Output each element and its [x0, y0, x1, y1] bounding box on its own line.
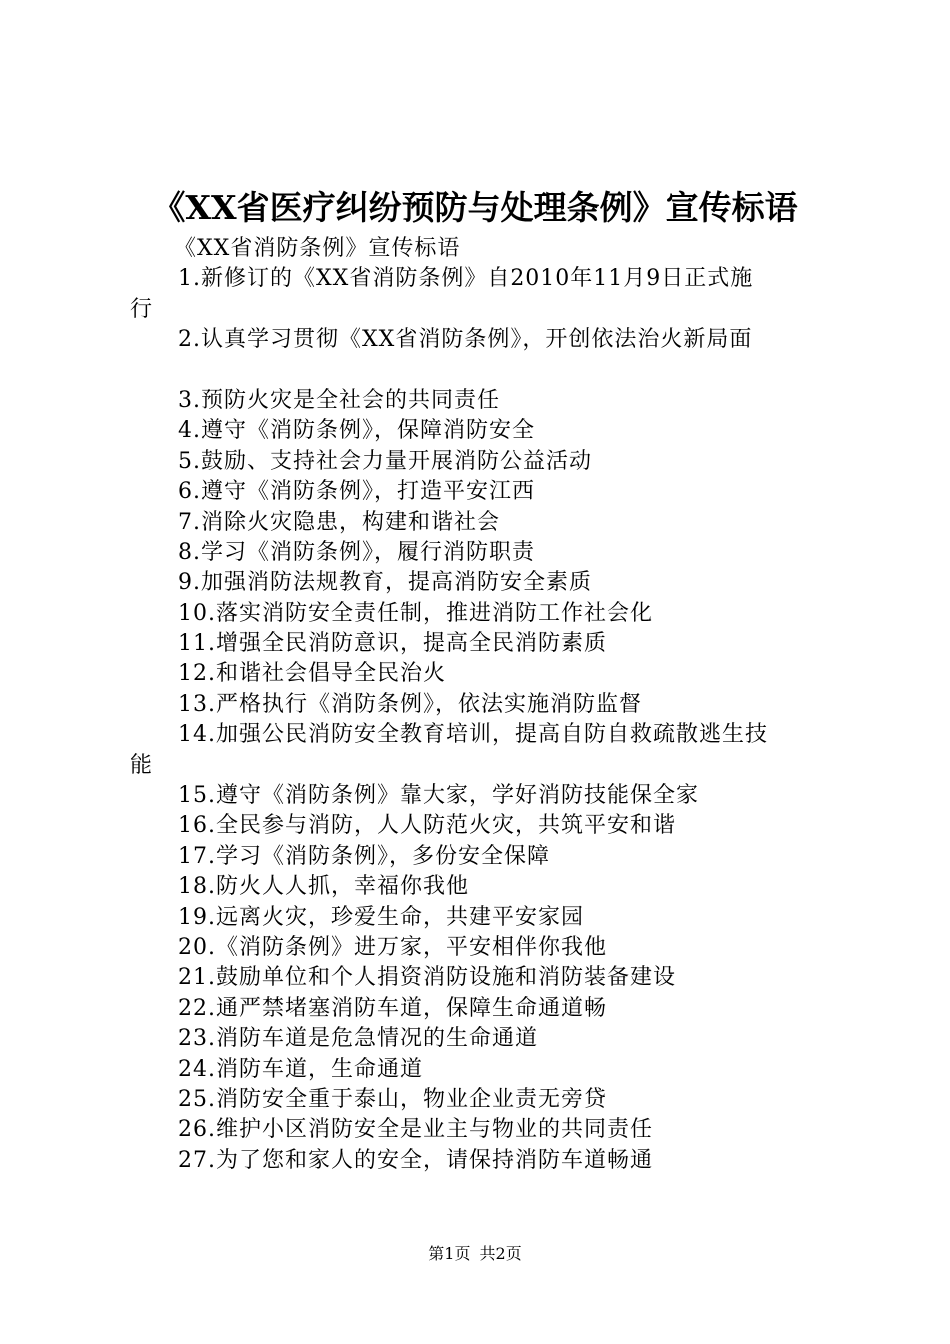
slogan-item: 8.学习《消防条例》，履行消防职责	[178, 539, 535, 565]
slogan-item: 16.全民参与消防，人人防范火灾，共筑平安和谐	[178, 813, 676, 839]
slogan-item: 24.消防车道，生命通道	[178, 1056, 423, 1082]
slogan-item: 5.鼓励、支持社会力量开展消防公益活动	[178, 448, 592, 474]
slogan-item-continuation: 能	[130, 752, 154, 778]
slogan-item: 23.消防车道是危急情况的生命通道	[178, 1026, 538, 1052]
document-title: 《XX省医疗纠纷预防与处理条例》宣传标语	[152, 188, 798, 227]
slogan-item: 11.增强全民消防意识，提高全民消防素质	[178, 631, 607, 657]
slogan-item: 1.新修订的《XX省消防条例》自2010年11月9日正式施	[178, 266, 754, 292]
slogan-item: 14.加强公民消防安全教育培训，提高自防自救疏散逃生技	[178, 722, 768, 748]
slogan-item: 19.远离火灾，珍爱生命，共建平安家园	[178, 904, 584, 930]
slogan-item: 18.防火人人抓，幸福你我他	[178, 874, 469, 900]
slogan-item: 13.严格执行《消防条例》，依法实施消防监督	[178, 691, 642, 717]
slogan-item: 20.《消防条例》进万家，平安相伴你我他	[178, 934, 607, 960]
slogan-item: 17.学习《消防条例》，多份安全保障	[178, 843, 550, 869]
slogan-item: 10.落实消防安全责任制，推进消防工作社会化	[178, 600, 653, 626]
document-body	[130, 234, 830, 1176]
slogan-item: 27.为了您和家人的安全，请保持消防车道畅通	[178, 1147, 653, 1173]
blank-line	[130, 356, 830, 386]
slogan-item: 26.维护小区消防安全是业主与物业的共同责任	[178, 1117, 653, 1143]
slogan-item: 7.消除火灾隐患，构建和谐社会	[178, 509, 500, 535]
page-total: 共2页	[479, 1244, 522, 1263]
slogan-item-continuation: 行	[130, 296, 154, 322]
slogan-list	[130, 264, 830, 1176]
slogan-item: 12.和谐社会倡导全民治火	[178, 661, 446, 687]
slogan-item: 21.鼓励单位和个人捐资消防设施和消防装备建设	[178, 965, 676, 991]
slogan-item: 9.加强消防法规教育，提高消防安全素质	[178, 570, 592, 596]
slogan-item: 22.通严禁堵塞消防车道，保障生命通道畅	[178, 995, 607, 1021]
page-footer	[0, 1243, 950, 1265]
document-subtitle: 《XX省消防条例》宣传标语	[174, 236, 461, 261]
slogan-item: 4.遵守《消防条例》，保障消防安全	[178, 418, 535, 444]
slogan-item: 6.遵守《消防条例》，打造平安江西	[178, 479, 535, 505]
slogan-item: 3.预防火灾是全社会的共同责任	[178, 387, 500, 413]
slogan-item: 2.认真学习贯彻《XX省消防条例》，开创依法治火新局面	[178, 327, 753, 353]
slogan-item: 25.消防安全重于泰山，物业企业责无旁贷	[178, 1086, 607, 1112]
slogan-item: 15.遵守《消防条例》靠大家，学好消防技能保全家	[178, 783, 699, 809]
page-number: 第1页	[428, 1244, 471, 1263]
